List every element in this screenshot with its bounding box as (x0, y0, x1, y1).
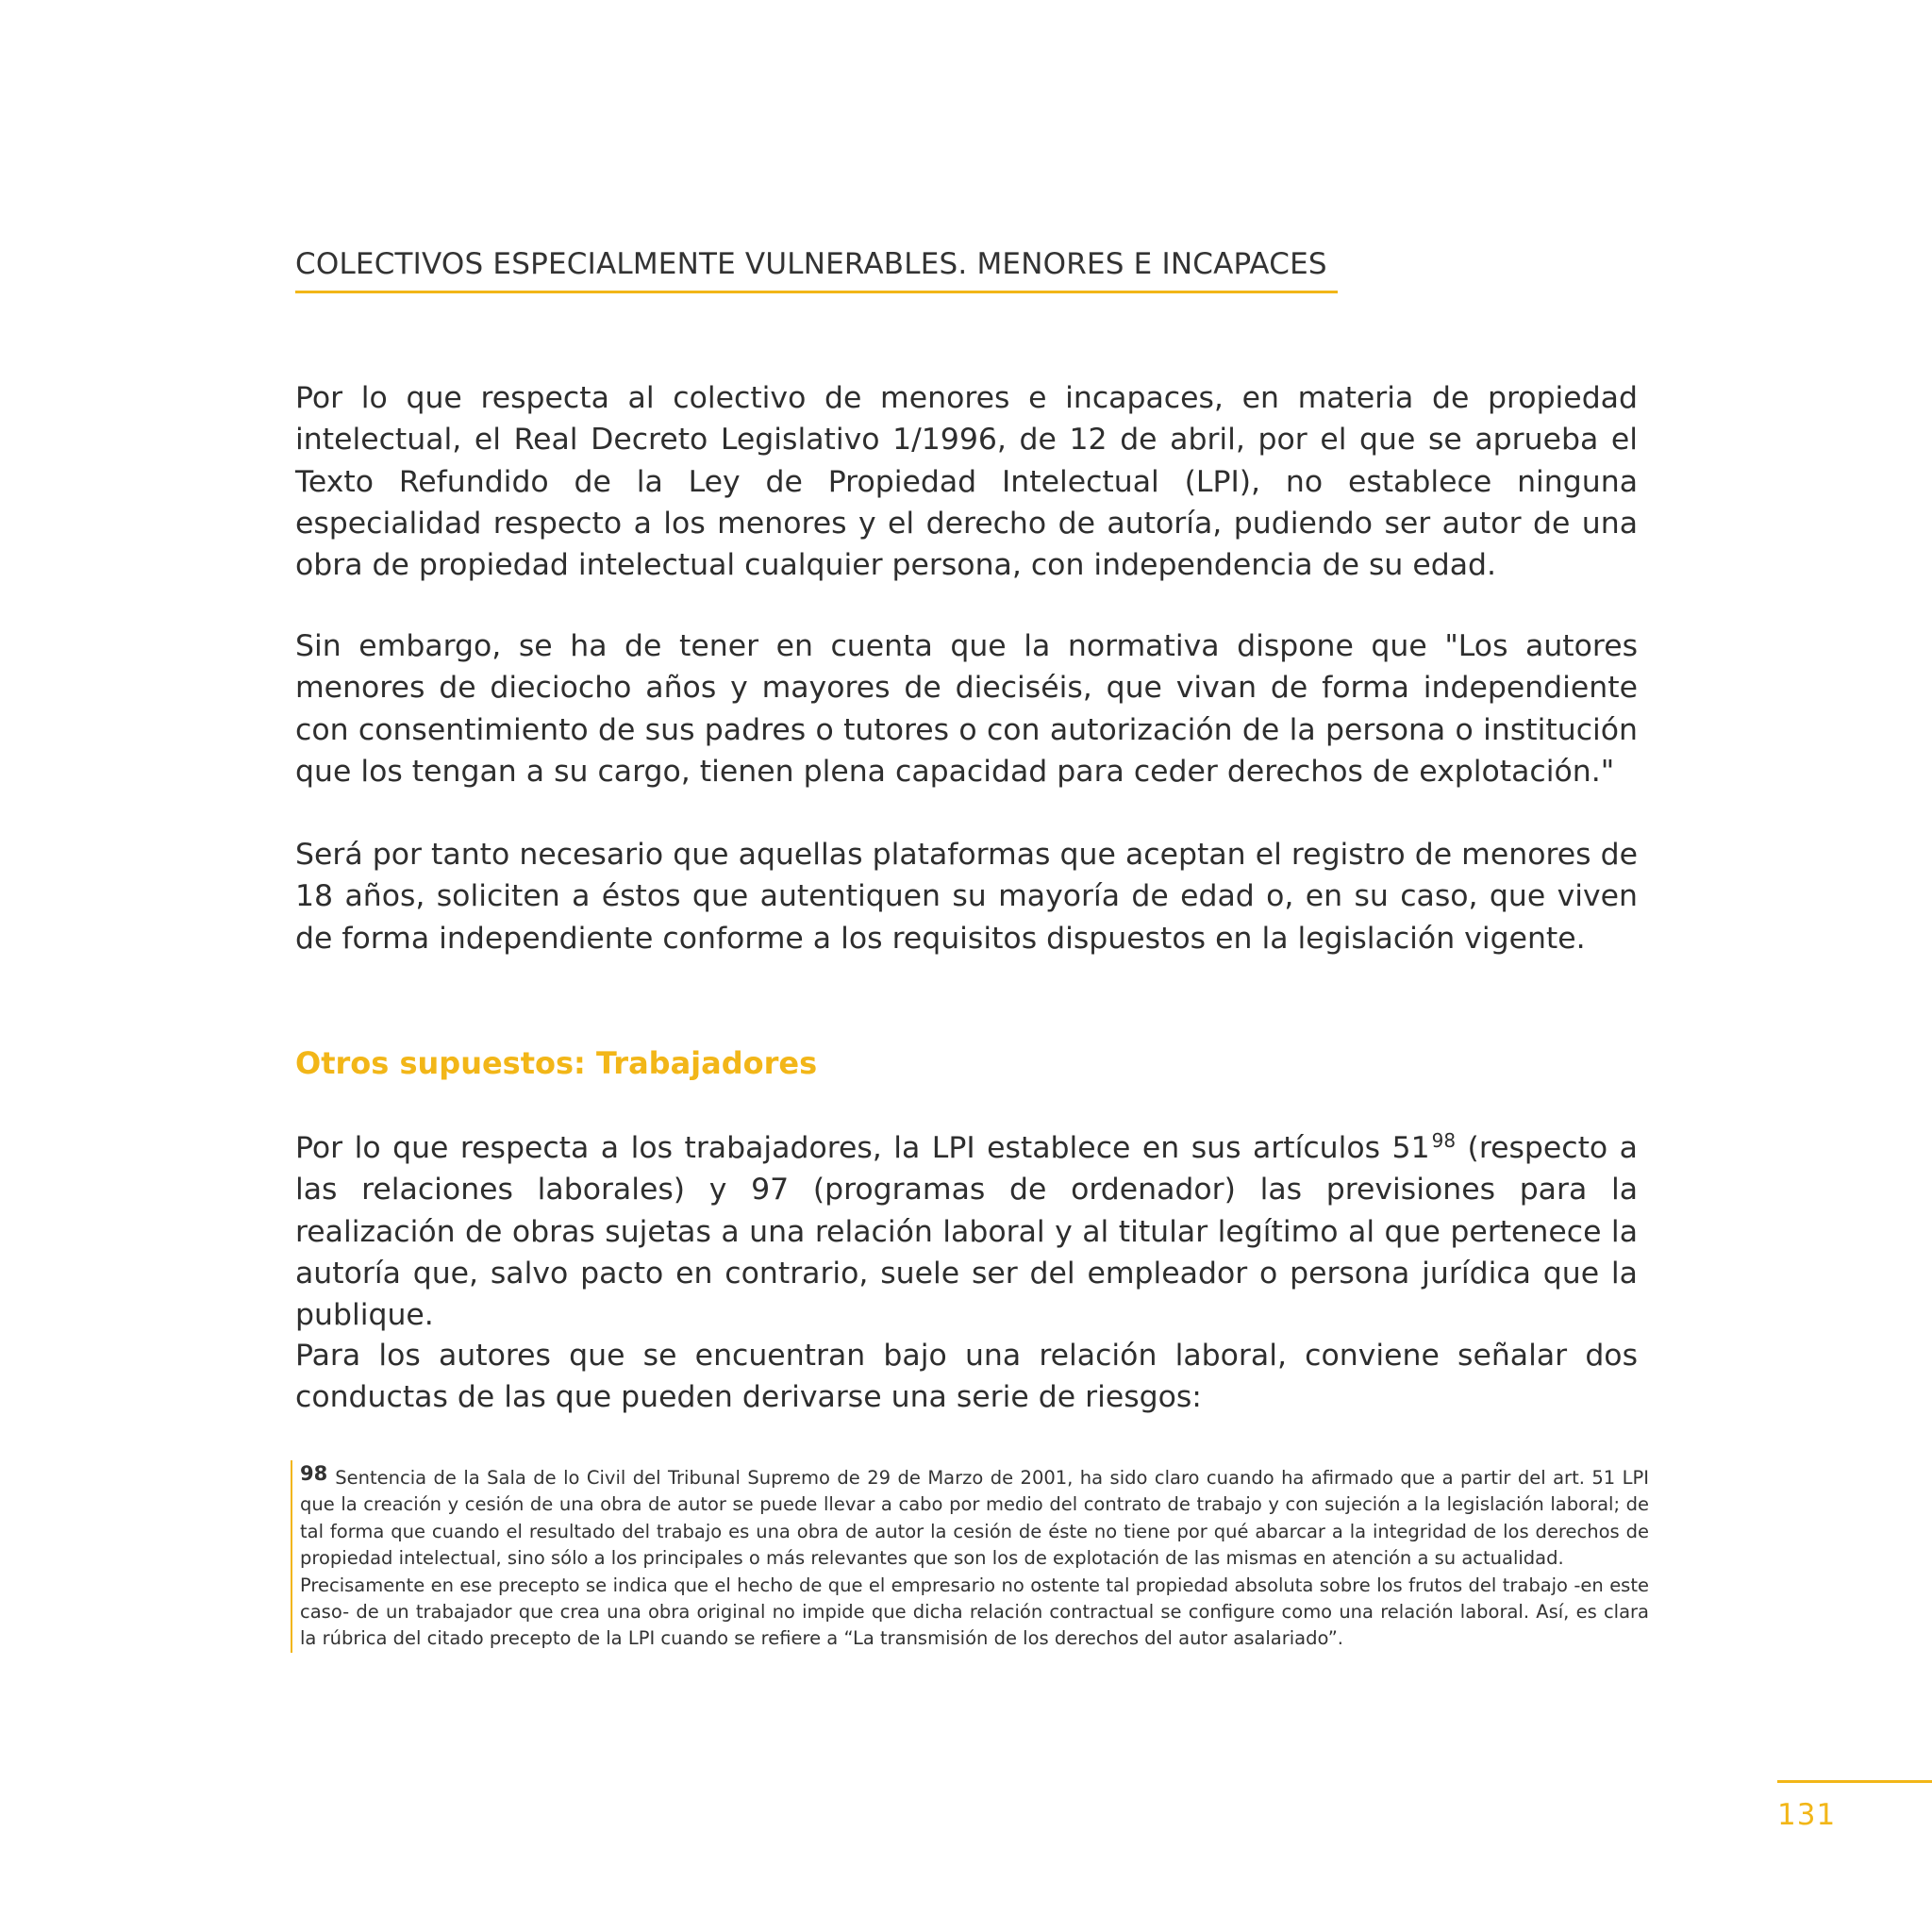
footnote (291, 1460, 1649, 1653)
paragraph-text: Sin embargo, se ha de tener en cuenta que la normativa dispone que "Los autores menores de dieciocho años y mayores de dieciséis, que vivan de forma independiente con consentimiento de sus padres o tutores o con autorización de la persona o institución que los tengan a su cargo, tienen plena capacidad para ceder derechos de explotación." (295, 629, 1638, 789)
paragraph-minors-platforms (295, 834, 1638, 959)
paragraph-workers-lpi (295, 1127, 1638, 1336)
footnote-text: Sentencia de la Sala de lo Civil del Tribunal Supremo de 29 de Marzo de 2001, ha sido claro cuando ha afirmado que a partir del art. 51 LPI que la creación y cesión de una obra de autor se puede llevar a cabo por medio del contrato de trabajo y con sujeción a la legislación laboral; de tal forma que cuando el resultado del trabajo es una obra de autor la cesión de éste no tiene por qué abarcar a la integridad de los derechos de propiedad intelectual, sino sólo a los principales o más relevantes que son los de explotación de las mismas en atención a su actualidad. (300, 1467, 1649, 1570)
paragraph-text (295, 1127, 1638, 1336)
paragraph-text: Será por tanto necesario que aquellas plataformas que aceptan el registro de menores de 18 años, soliciten a éstos que autentiquen su mayoría de edad o, en su caso, que viven de forma independiente conforme a los requisitos dispuestos en la legislación vigente. (295, 838, 1638, 956)
footnote-paragraph (300, 1460, 1649, 1573)
page-number-rule (1777, 1780, 1932, 1783)
page-number: 131 (1777, 1798, 1837, 1832)
paragraph-minors-intro (295, 377, 1638, 586)
paragraph-minors-capacity (295, 625, 1638, 792)
footnote-paragraph (300, 1573, 1649, 1653)
chapter-title: COLECTIVOS ESPECIALMENTE VULNERABLES. MENORES E INCAPACES (295, 243, 1338, 293)
running-header (295, 243, 1338, 293)
paragraph-text-part: Por lo que respecta a los trabajadores, la LPI establece en sus artículos 51 (295, 1131, 1430, 1165)
paragraph-workers-risks (295, 1335, 1638, 1419)
section-heading: Otros supuestos: Trabajadores (295, 1045, 818, 1081)
paragraph-text-part: (respecto a las relaciones laborales) y 97 (programas de ordenador) las previsiones para la realización de obras sujetas a una relación laboral y al titular legítimo al que pertenece la autoría que, salvo pacto en contrario, suele ser del empleador o persona jurídica que la publique. (295, 1131, 1638, 1333)
footnote-text: Precisamente en ese precepto se indica que el hecho de que el empresario no ostente tal propiedad absoluta sobre los frutos del trabajo -en este caso- de un trabajador que crea una obra original no impide que dicha relación contractual se configure como una relación laboral. Así, es clara la rúbrica del citado precepto de la LPI cuando se refiere a “La transmisión de los derechos del autor asalariado”. (300, 1574, 1649, 1650)
paragraph-text: Para los autores que se encuentran bajo una relación laboral, conviene señalar dos conductas de las que pueden derivarse una serie de riesgos: (295, 1339, 1638, 1415)
paragraph-text: Por lo que respecta al colectivo de menores e incapaces, en materia de propiedad intelectual, el Real Decreto Legislativo 1/1996, de 12 de abril, por el que se aprueba el Texto Refundido de la Ley de Propiedad Intelectual (LPI), no establece ninguna especialidad respecto a los menores y el derecho de autoría, pudiendo ser autor de una obra de propiedad intelectual cualquier persona, con independencia de su edad. (295, 381, 1638, 583)
footnote-number: 98 (300, 1462, 328, 1485)
footnote-reference[interactable]: 98 (1431, 1129, 1457, 1152)
